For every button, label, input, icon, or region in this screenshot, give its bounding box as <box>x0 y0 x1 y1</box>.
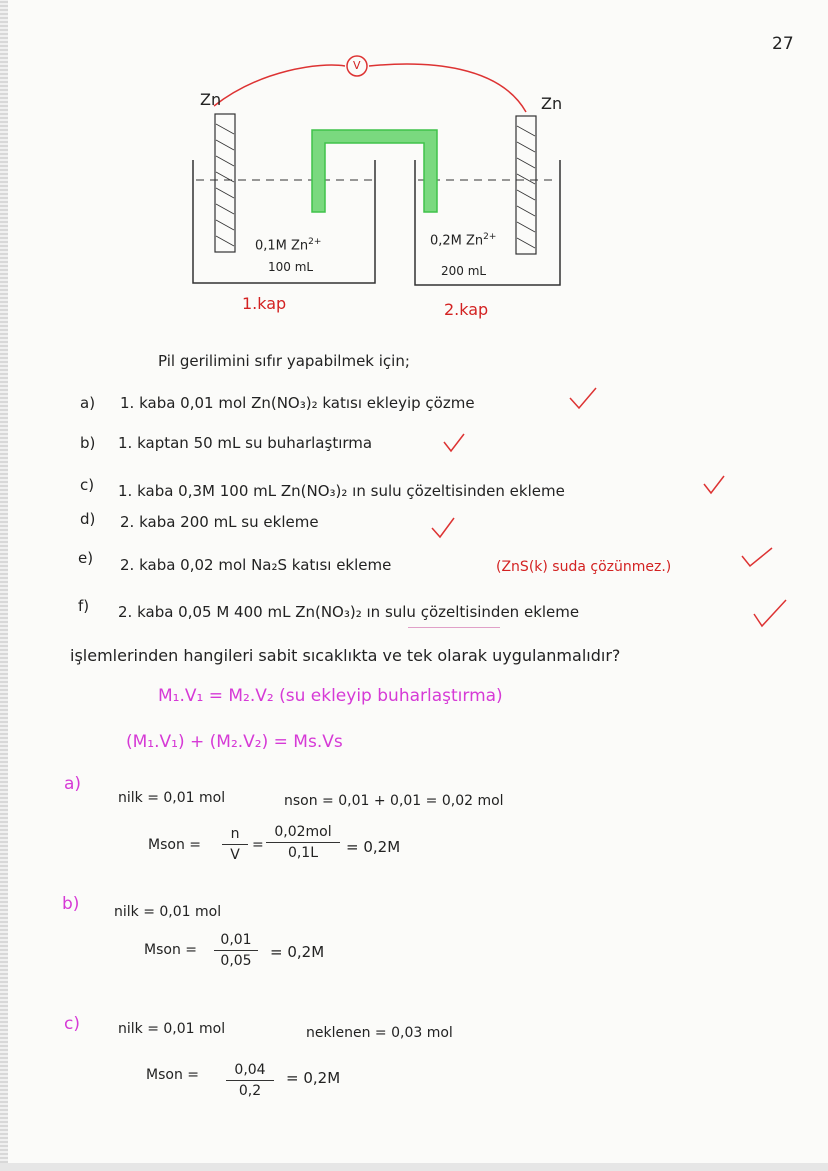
solution-b-result: = 0,2M <box>270 943 325 961</box>
solution-c-result: = 0,2M <box>286 1069 341 1087</box>
fraction-denominator: 0,1L <box>287 845 319 861</box>
left-solution-conc-text: 0,1M Zn <box>255 238 309 254</box>
left-solution-charge: 2+ <box>308 237 322 247</box>
option-d-letter: d) <box>80 510 96 528</box>
equals-sign: = <box>252 837 264 853</box>
solution-b-m-son-label: Mson = <box>144 942 197 958</box>
fraction-bar <box>222 844 248 845</box>
option-c-letter: c) <box>80 476 95 494</box>
option-e-letter: e) <box>78 549 94 567</box>
solution-b-label: b) <box>62 894 80 914</box>
option-a-letter: a) <box>80 394 96 412</box>
fraction-denominator: 0,05 <box>220 953 252 969</box>
solution-a-fraction-values <box>266 824 340 861</box>
left-container-label: 1.kap <box>242 294 287 313</box>
check-icon <box>442 432 466 454</box>
option-e-text: 2. kaba 0,02 mol Na₂S katısı ekleme <box>120 556 392 574</box>
solution-c-label: c) <box>64 1014 80 1034</box>
voltmeter-label: V <box>353 59 361 72</box>
option-a-text: 1. kaba 0,01 mol Zn(NO₃)₂ katısı ekleyip çözme <box>120 394 475 412</box>
underline <box>408 627 500 628</box>
left-electrode-hatch <box>216 124 234 246</box>
option-f-letter: f) <box>78 597 90 615</box>
option-f-text: 2. kaba 0,05 M 400 mL Zn(NO₃)₂ ın sulu çözeltisinden ekleme <box>118 603 580 621</box>
left-zinc-electrode <box>215 114 235 252</box>
solution-c-fraction <box>226 1062 274 1099</box>
electrochemical-cell-diagram <box>0 0 828 330</box>
solution-a-fraction-nv <box>222 826 248 863</box>
page-bottom-edge <box>0 1163 828 1171</box>
left-solution-conc <box>255 238 321 252</box>
right-zinc-electrode <box>516 116 536 254</box>
solution-b-n-ilk: nilk = 0,01 mol <box>114 904 222 920</box>
option-d-text: 2. kaba 200 mL su ekleme <box>120 513 319 531</box>
option-b-text: 1. kaptan 50 mL su buharlaştırma <box>118 434 373 452</box>
check-icon <box>740 544 774 570</box>
right-solution-charge: 2+ <box>483 232 497 242</box>
formula-dilution: M₁.V₁ = M₂.V₂ (su ekleyip buharlaştırma) <box>158 686 503 706</box>
right-solution-conc <box>430 233 496 247</box>
fraction-bar <box>214 950 258 951</box>
solution-b-fraction <box>214 932 258 969</box>
option-b-letter: b) <box>80 434 96 452</box>
check-icon <box>752 596 788 630</box>
check-icon <box>568 386 598 412</box>
question-prompt: işlemlerinden hangileri sabit sıcaklıkta ve tek olarak uygulanmalıdır? <box>70 646 621 665</box>
formula-mixing: (M₁.V₁) + (M₂.V₂) = Ms.Vs <box>126 732 343 752</box>
page-number: 27 <box>772 34 794 54</box>
right-solution-conc-text: 0,2M Zn <box>430 233 484 249</box>
fraction-bar <box>266 842 340 843</box>
solution-c-n-eklenen: neklenen = 0,03 mol <box>306 1025 453 1041</box>
option-e-note: (ZnS(k) suda çözünmez.) <box>496 559 672 575</box>
right-electrode-label: Zn <box>541 94 563 113</box>
solution-a-result: = 0,2M <box>346 838 401 856</box>
fraction-bar <box>226 1080 274 1081</box>
solution-a-label: a) <box>64 774 82 794</box>
check-icon <box>702 474 726 496</box>
right-wire <box>369 64 526 112</box>
fraction-denominator: V <box>230 847 240 863</box>
solution-a-n-ilk: nilk = 0,01 mol <box>118 790 226 806</box>
question-intro: Pil gerilimini sıfır yapabilmek için; <box>158 352 410 370</box>
fraction-numerator: 0,01 <box>220 932 252 948</box>
solution-c-n-ilk: nilk = 0,01 mol <box>118 1021 226 1037</box>
left-wire <box>214 65 345 106</box>
left-solution-volume: 100 mL <box>268 260 314 274</box>
left-electrode-label: Zn <box>200 90 222 109</box>
fraction-numerator: 0,02mol <box>274 824 332 840</box>
solution-a-m-son-label: Mson = <box>148 837 201 853</box>
fraction-numerator: 0,04 <box>234 1062 266 1078</box>
fraction-numerator: n <box>230 826 240 842</box>
right-container-label: 2.kap <box>444 300 489 319</box>
solution-a-n-son: nson = 0,01 + 0,01 = 0,02 mol <box>284 793 504 809</box>
solution-c-m-son-label: Mson = <box>146 1067 199 1083</box>
fraction-denominator: 0,2 <box>238 1083 262 1099</box>
option-c-text: 1. kaba 0,3M 100 mL Zn(NO₃)₂ ın sulu çözeltisinden ekleme <box>118 482 565 500</box>
right-electrode-hatch <box>517 126 535 248</box>
right-solution-volume: 200 mL <box>441 264 487 278</box>
check-icon <box>430 516 456 540</box>
